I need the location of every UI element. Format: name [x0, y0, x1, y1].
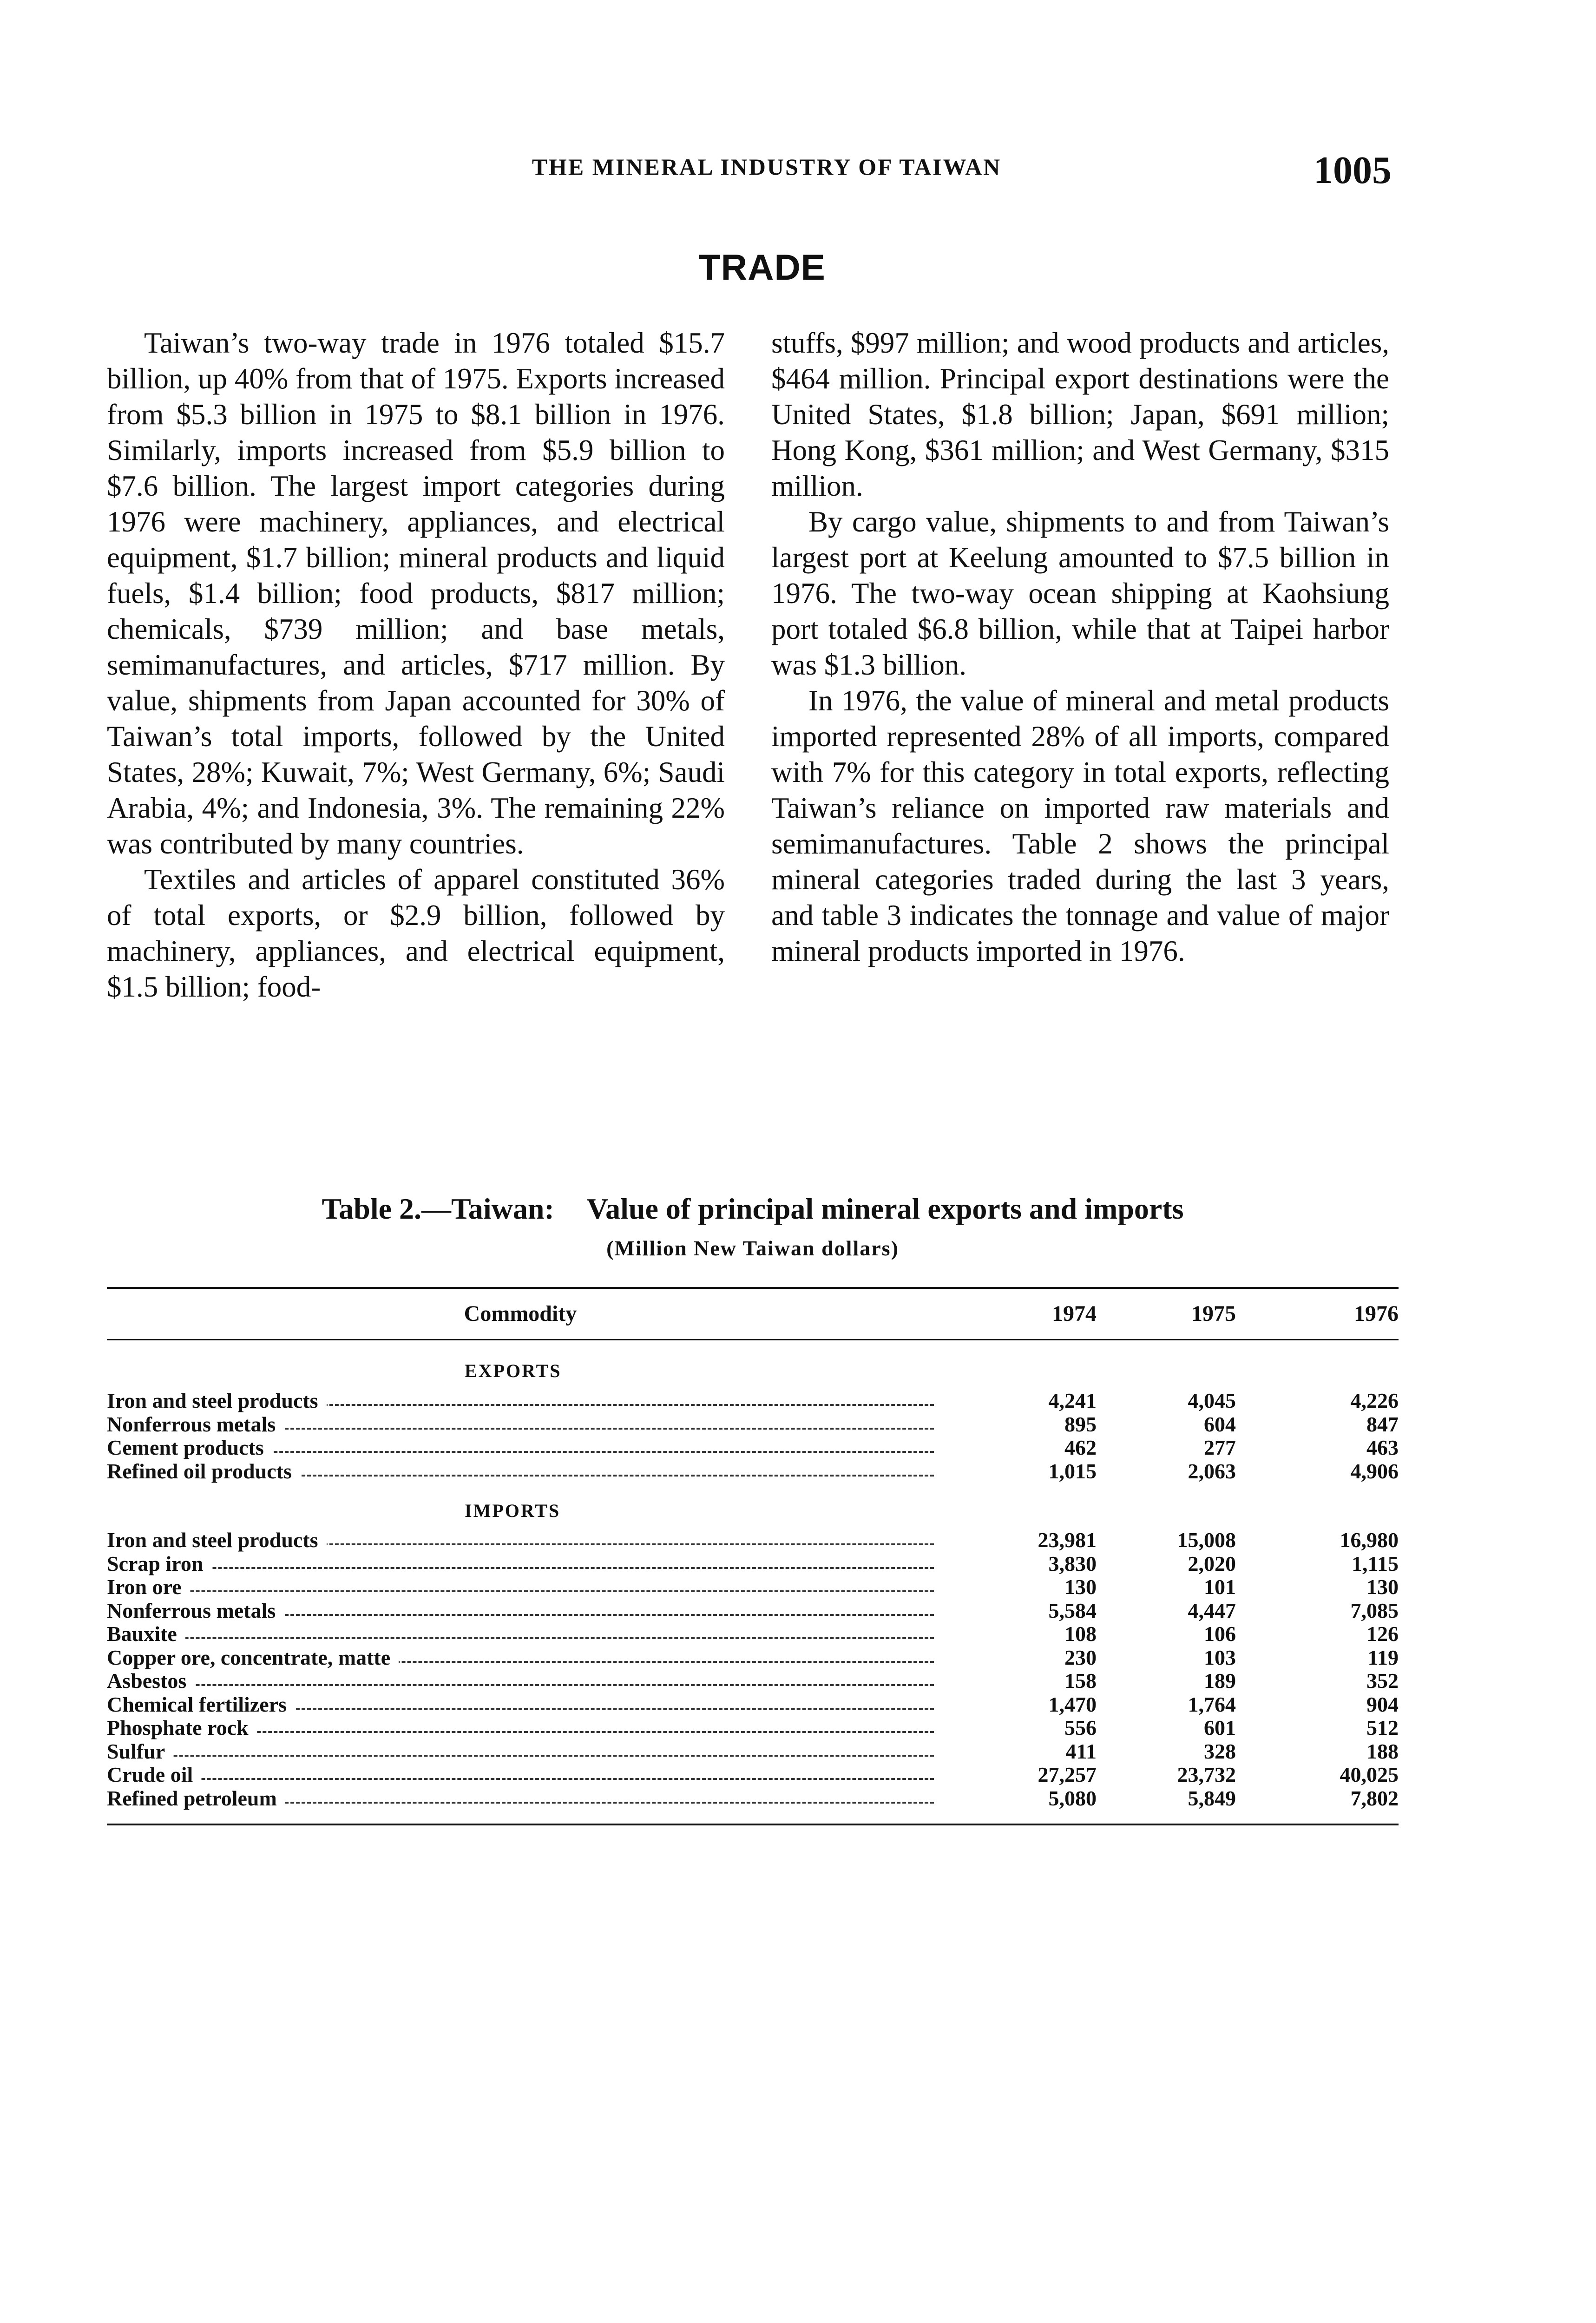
paragraph: Textiles and articles of apparel constituted 36% of total exports, or $2.9 billion, followed by machinery, appliances, and electrical equipment, $1.5 billion; food- [107, 863, 725, 1003]
column-header-commodity: Commodity [464, 1301, 577, 1326]
value-1976: 16,980 [1340, 1528, 1399, 1552]
value-1974: 411 [1065, 1739, 1097, 1763]
value-1976: 130 [1366, 1575, 1399, 1599]
table-row [107, 1552, 1399, 1576]
table-row [107, 1716, 1399, 1740]
table-row [107, 1575, 1399, 1599]
table-label: Table 2.—Taiwan: [322, 1192, 554, 1225]
commodity-name: Phosphate rock [107, 1716, 257, 1739]
value-1975: 2,063 [1188, 1459, 1236, 1483]
value-1976: 188 [1366, 1739, 1399, 1763]
commodity-name: Copper ore, concentrate, matte [107, 1646, 399, 1669]
commodity-name: Bauxite [107, 1622, 185, 1646]
value-1976: 1,115 [1352, 1551, 1399, 1575]
commodity-name: Crude oil [107, 1763, 201, 1786]
value-1976: 512 [1366, 1716, 1399, 1739]
value-1975: 106 [1204, 1622, 1236, 1646]
value-1974: 23,981 [1038, 1528, 1097, 1552]
paragraph: Taiwan’s two-way trade in 1976 totaled $15.7 billion, up 40% from that of 1975. Exports increased from $5.3 billion in 1975 to $8.1 billion in 1976. Similarly, imports increased from $5.9 billion to $7.6 billion. The largest import categories during 1976 were machinery, appliances, and electrical equipment, $1.7 billion; mineral products and liquid fuels, $1.4 billion; food products, $817 million; chemicals, $739 million; and base metals, semimanufactures, and articles, $717 million. By value, shipments from Japan accounted for 30% of Taiwan’s total imports, followed by the United States, 28%; Kuwait, 7%; West Germany, 6%; Saudi Arabia, 4%; and Indonesia, 3%. The remaining 22% was contributed by many countries. [107, 327, 725, 860]
value-1974: 108 [1064, 1622, 1097, 1646]
table-row [107, 1622, 1399, 1646]
value-1975: 15,008 [1177, 1528, 1236, 1552]
value-1976: 7,802 [1350, 1786, 1399, 1810]
table-row [107, 1646, 1399, 1670]
value-1974: 5,584 [1048, 1598, 1097, 1622]
table-row [107, 1436, 1399, 1460]
table-header-rule [107, 1339, 1399, 1340]
value-1976: 847 [1366, 1412, 1399, 1436]
commodity-name: Cement products [107, 1436, 272, 1459]
value-1975: 5,849 [1188, 1786, 1236, 1810]
table-title-text: Value of principal mineral exports and imports [586, 1192, 1184, 1225]
left-column [107, 325, 725, 1005]
value-1974: 895 [1064, 1412, 1097, 1436]
value-1974: 1,015 [1048, 1459, 1097, 1483]
value-1975: 604 [1204, 1412, 1236, 1436]
value-1974: 1,470 [1048, 1692, 1097, 1716]
table-row [107, 1599, 1399, 1623]
table-row [107, 1389, 1399, 1413]
value-1974: 4,241 [1048, 1389, 1097, 1412]
table-row [107, 1413, 1399, 1437]
commodity-name: Asbestos [107, 1669, 195, 1693]
value-1974: 27,257 [1038, 1763, 1097, 1786]
value-1975: 189 [1204, 1669, 1236, 1693]
value-1975: 4,045 [1188, 1389, 1236, 1412]
value-1976: 119 [1367, 1645, 1399, 1669]
value-1975: 101 [1204, 1575, 1236, 1599]
value-1976: 352 [1366, 1669, 1399, 1693]
value-1975: 601 [1204, 1716, 1236, 1739]
commodity-name: Refined oil products [107, 1460, 300, 1483]
right-column [771, 325, 1389, 969]
table-row [107, 1740, 1399, 1764]
commodity-name: Refined petroleum [107, 1787, 285, 1810]
table-subtitle: (Million New Taiwan dollars) [606, 1236, 899, 1260]
body-text [107, 325, 1399, 1124]
table-row [107, 1787, 1399, 1811]
value-1976: 7,085 [1350, 1598, 1399, 1622]
value-1976: 126 [1366, 1622, 1399, 1646]
table-row [107, 1763, 1399, 1787]
table-title [107, 1192, 1399, 1226]
commodity-name: Iron and steel products [107, 1389, 327, 1412]
value-1974: 556 [1064, 1716, 1097, 1739]
value-1975: 277 [1204, 1436, 1236, 1459]
value-1975: 4,447 [1188, 1598, 1236, 1622]
table-bottom-rule [107, 1824, 1399, 1825]
column-header-1974: 1974 [1052, 1301, 1097, 1326]
exports-rows [107, 1389, 1399, 1483]
column-header-1976: 1976 [1354, 1301, 1399, 1326]
value-1974: 158 [1064, 1669, 1097, 1693]
table-row [107, 1693, 1399, 1717]
value-1976: 4,906 [1350, 1459, 1399, 1483]
commodity-name: Nonferrous metals [107, 1599, 284, 1622]
value-1974: 130 [1064, 1575, 1097, 1599]
value-1974: 3,830 [1048, 1551, 1097, 1575]
commodity-name: Iron ore [107, 1575, 190, 1599]
commodity-name: Chemical fertilizers [107, 1693, 295, 1716]
value-1974: 230 [1064, 1645, 1097, 1669]
paragraph-continuation: stuffs, $997 million; and wood products and articles, $464 million. Principal export destinations were the United States, $1.8 billion; Japan, $691 million; Hong Kong, $361 million; and West Germany, $315 million. [771, 327, 1389, 502]
imports-group-label: IMPORTS [465, 1500, 561, 1521]
paragraph: In 1976, the value of mineral and metal products imported represented 28% of all imports, compared with 7% for this category in total exports, reflecting Taiwan’s reliance on imported raw materials and semimanufactures. Table 2 shows the principal mineral categories traded during the last 3 years, and table 3 indicates the tonnage and value of major mineral products imported in 1976. [771, 684, 1389, 967]
table-header [107, 1301, 1399, 1329]
commodity-name: Nonferrous metals [107, 1413, 284, 1436]
table-top-rule [107, 1287, 1399, 1289]
commodity-name: Scrap iron [107, 1552, 211, 1575]
value-1974: 5,080 [1048, 1786, 1097, 1810]
value-1974: 462 [1064, 1436, 1097, 1459]
exports-group-label: EXPORTS [465, 1360, 562, 1381]
value-1975: 23,732 [1177, 1763, 1236, 1786]
value-1976: 904 [1366, 1692, 1399, 1716]
column-header-1975: 1975 [1191, 1301, 1236, 1326]
paragraph: By cargo value, shipments to and from Taiwan’s largest port at Keelung amounted to $7.5 billion in 1976. The two-way ocean shipping at Kaohsiung port totaled $6.8 billion, while that at Taipei harbor was $1.3 billion. [771, 505, 1389, 681]
running-head: THE MINERAL INDUSTRY OF TAIWAN [532, 154, 1002, 180]
value-1976: 40,025 [1340, 1763, 1399, 1786]
commodity-name: Sulfur [107, 1740, 173, 1763]
imports-rows [107, 1529, 1399, 1810]
value-1976: 463 [1366, 1436, 1399, 1459]
commodity-name: Iron and steel products [107, 1529, 327, 1552]
value-1975: 1,764 [1188, 1692, 1236, 1716]
page-number: 1005 [1314, 149, 1392, 192]
value-1975: 328 [1204, 1739, 1236, 1763]
value-1975: 2,020 [1188, 1551, 1236, 1575]
table-row [107, 1460, 1399, 1483]
table-row [107, 1529, 1399, 1552]
section-title: TRADE [698, 247, 826, 288]
value-1976: 4,226 [1350, 1389, 1399, 1412]
table-row [107, 1669, 1399, 1693]
value-1975: 103 [1204, 1645, 1236, 1669]
